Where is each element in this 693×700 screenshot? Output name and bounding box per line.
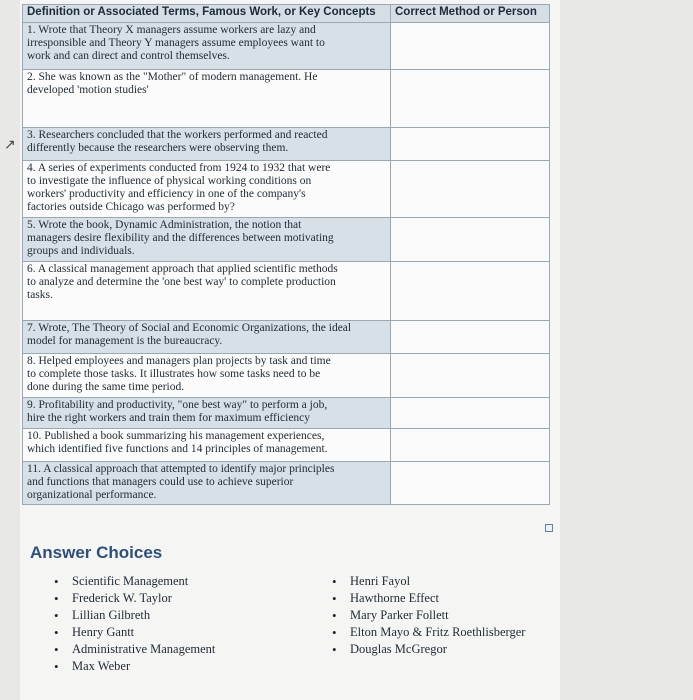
table-row (23, 262, 550, 321)
list-item: • Henry Gantt (50, 624, 215, 641)
definition-line: groups and individuals. (27, 245, 135, 257)
definition-cell (23, 161, 391, 218)
definition-cell (23, 128, 391, 161)
definition-cell (23, 262, 391, 321)
list-item: • Max Weber (50, 658, 215, 675)
table-row (23, 354, 550, 398)
definition-cell (23, 70, 391, 128)
list-item: • Hawthorne Effect (328, 590, 525, 607)
definition-line: factories outside Chicago was performed by? (27, 201, 235, 213)
table-row (23, 429, 550, 462)
answer-cell[interactable] (391, 429, 550, 462)
table-row (23, 70, 550, 128)
definition-line: 10. Published a book summarizing his management experiences, (27, 430, 325, 442)
definition-line: 1. Wrote that Theory X managers assume workers are lazy and (27, 24, 316, 36)
answer-cell[interactable] (391, 128, 550, 161)
header-definitions: Definition or Associated Terms, Famous Work, or Key Concepts (23, 5, 391, 23)
list-item: • Henri Fayol (328, 573, 525, 590)
definition-cell (23, 23, 391, 70)
table-header-row (23, 5, 550, 23)
answer-cell[interactable] (391, 354, 550, 398)
definition-line: 4. A series of experiments conducted from 1924 to 1932 that were (27, 162, 331, 174)
definition-line: 6. A classical management approach that applied scientific methods (27, 263, 338, 275)
definition-line: to complete those tasks. It illustrates how some tasks need to be (27, 368, 321, 380)
definition-line: model for management is the bureaucracy. (27, 335, 223, 347)
definition-cell (23, 321, 391, 354)
definition-cell (23, 354, 391, 398)
definition-line: workers' productivity and efficiency in one of the company's (27, 188, 306, 200)
cursor-arrow-icon: ↗ (4, 138, 16, 153)
definition-cell (23, 429, 391, 462)
answer-choices-left (50, 573, 215, 675)
definition-cell (23, 462, 391, 505)
matching-table (22, 4, 550, 505)
table-row (23, 218, 550, 262)
answer-cell[interactable] (391, 70, 550, 128)
table-row (23, 398, 550, 429)
list-item: • Elton Mayo & Fritz Roethlisberger (328, 624, 525, 641)
definition-cell (23, 218, 391, 262)
table-row (23, 161, 550, 218)
definition-line: 9. Profitability and productivity, "one best way" to perform a job, (27, 399, 328, 411)
definition-line: which identified five functions and 14 principles of management. (27, 443, 328, 455)
list-item: • Lillian Gilbreth (50, 607, 215, 624)
answer-choices-right (328, 573, 525, 658)
definition-line: to analyze and determine the 'one best way' to complete production (27, 276, 336, 288)
definition-line: to investigate the influence of physical working conditions on (27, 175, 312, 187)
definition-line: 11. A classical approach that attempted to identify major principles (27, 463, 335, 475)
definition-line: 7. Wrote, The Theory of Social and Economic Organizations, the ideal (27, 322, 352, 334)
header-answers: Correct Method or Person (391, 5, 550, 23)
answer-cell[interactable] (391, 321, 550, 354)
list-item: • Douglas McGregor (328, 641, 525, 658)
definition-line: 8. Helped employees and managers plan projects by task and time (27, 355, 331, 367)
definition-line: irresponsible and Theory Y managers assume employees want to (27, 37, 325, 49)
answer-choices-title: Answer Choices (30, 543, 163, 562)
definition-line: done during the same time period. (27, 381, 185, 393)
definition-line: 2. She was known as the "Mother" of modern management. He (27, 71, 318, 83)
answer-cell[interactable] (391, 398, 550, 429)
table-row (23, 128, 550, 161)
definition-line: work and can direct and control themselves. (27, 50, 230, 62)
answer-cell[interactable] (391, 161, 550, 218)
answer-cell[interactable] (391, 262, 550, 321)
answer-cell[interactable] (391, 462, 550, 505)
list-item: • Administrative Management (50, 641, 215, 658)
table-row (23, 321, 550, 354)
definition-line: organizational performance. (27, 489, 157, 501)
answer-cell[interactable] (391, 218, 550, 262)
answer-cell[interactable] (391, 23, 550, 70)
definition-line: and functions that managers could use to achieve superior (27, 476, 294, 488)
list-item: • Frederick W. Taylor (50, 590, 215, 607)
definition-line: 3. Researchers concluded that the workers performed and reacted (27, 129, 328, 141)
definition-line: managers desire flexibility and the differences between motivating (27, 232, 334, 244)
definition-line: hire the right workers and train them for maximum efficiency (27, 412, 311, 424)
list-item: • Mary Parker Follett (328, 607, 525, 624)
definition-line: developed 'motion studies' (27, 84, 149, 96)
table-resize-handle[interactable] (545, 524, 553, 532)
definition-line: 5. Wrote the book, Dynamic Administration, the notion that (27, 219, 302, 231)
definition-line: tasks. (27, 289, 53, 301)
list-item: • Scientific Management (50, 573, 215, 590)
table-row (23, 23, 550, 70)
definition-line: differently because the researchers were observing them. (27, 142, 289, 154)
table-row (23, 462, 550, 505)
definition-cell (23, 398, 391, 429)
